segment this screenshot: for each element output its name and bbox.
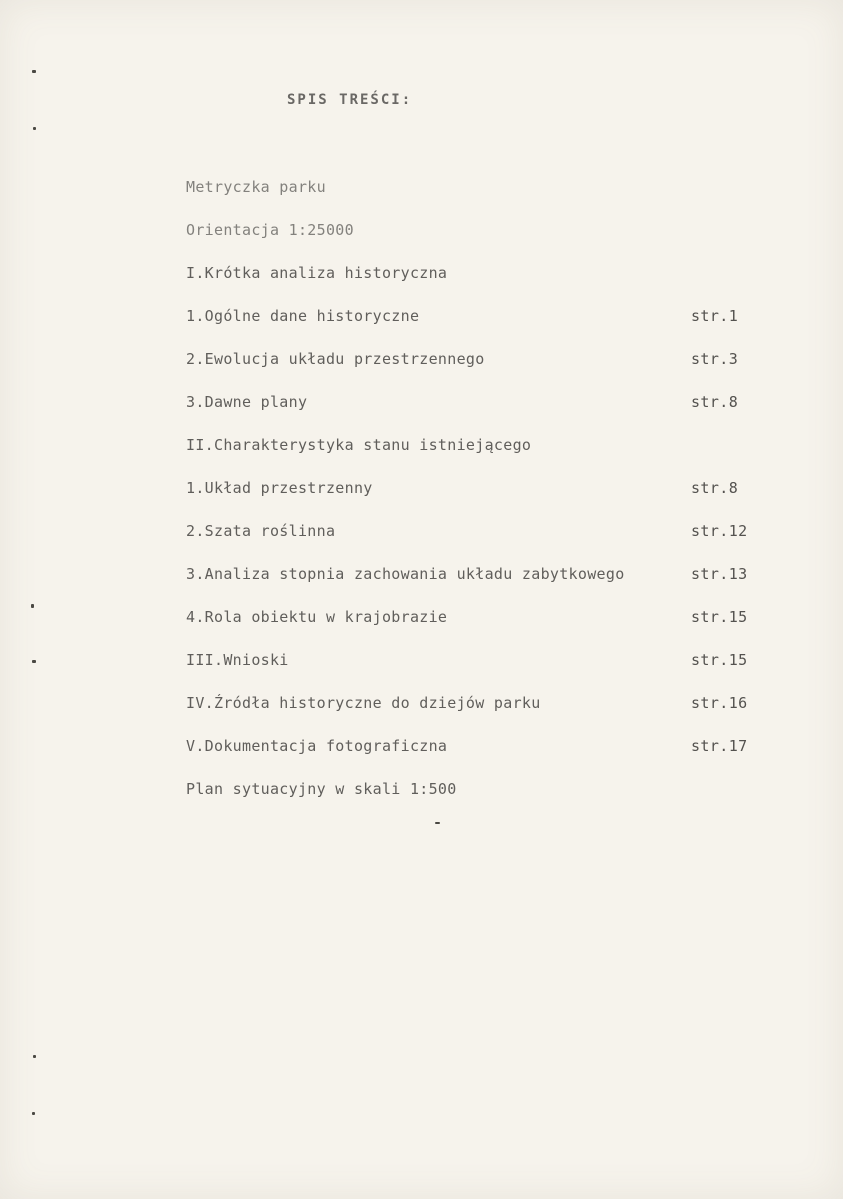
toc-section-heading (186, 433, 761, 476)
toc-entry (186, 777, 761, 820)
toc-entry-label: Metryczka parku (186, 178, 326, 196)
toc-entry (186, 562, 761, 605)
toc-entry-page: str.3 (691, 350, 739, 368)
page-title: SPIS TREŚCI: (287, 92, 413, 108)
toc-entry-label: III.Wnioski (186, 651, 289, 669)
margin-speck (33, 1055, 36, 1058)
toc-entry-label: II.Charakterystyka stanu istniejącego (186, 436, 532, 454)
toc-entry (186, 347, 761, 390)
toc-entry-label: 3.Dawne plany (186, 393, 308, 411)
toc-entry (186, 519, 761, 562)
toc-entry-label: 1.Układ przestrzenny (186, 479, 373, 497)
margin-speck (31, 604, 34, 608)
toc-entry-label: I.Krótka analiza historyczna (186, 264, 448, 282)
toc-entry-page: str.15 (691, 651, 748, 669)
toc-entry-label: V.Dokumentacja fotograficzna (186, 737, 448, 755)
toc-entry-page: str.8 (691, 393, 739, 411)
toc-entry-label: 2.Ewolucja układu przestrzennego (186, 350, 485, 368)
margin-speck (32, 70, 36, 73)
toc-entry-label: Plan sytuacyjny w skali 1:500 (186, 780, 457, 798)
toc-section-heading (186, 691, 761, 734)
table-of-contents (186, 175, 761, 820)
toc-entry-label: 1.Ogólne dane historyczne (186, 307, 420, 325)
toc-entry-page: str.17 (691, 737, 748, 755)
toc-entry (186, 218, 761, 261)
toc-entry-label: Orientacja 1:25000 (186, 221, 354, 239)
toc-entry-page: str.12 (691, 522, 748, 540)
toc-entry-page: str.8 (691, 479, 739, 497)
toc-entry-label: 3.Analiza stopnia zachowania układu zabytkowego (186, 565, 625, 583)
toc-entry (186, 304, 761, 347)
toc-section-heading (186, 648, 761, 691)
toc-entry (186, 476, 761, 519)
toc-entry (186, 390, 761, 433)
toc-entry-label: 2.Szata roślinna (186, 522, 336, 540)
toc-entry (186, 175, 761, 218)
margin-speck (435, 822, 440, 824)
toc-entry-page: str.1 (691, 307, 739, 325)
toc-entry-page: str.15 (691, 608, 748, 626)
toc-section-heading (186, 261, 761, 304)
toc-entry-label: 4.Rola obiektu w krajobrazie (186, 608, 448, 626)
toc-entry-page: str.16 (691, 694, 748, 712)
toc-entry (186, 605, 761, 648)
margin-speck (33, 127, 36, 130)
margin-speck (32, 1112, 35, 1115)
toc-section-heading (186, 734, 761, 777)
toc-entry-page: str.13 (691, 565, 748, 583)
toc-entry-label: IV.Źródła historyczne do dziejów parku (186, 694, 541, 712)
margin-speck (32, 660, 36, 663)
